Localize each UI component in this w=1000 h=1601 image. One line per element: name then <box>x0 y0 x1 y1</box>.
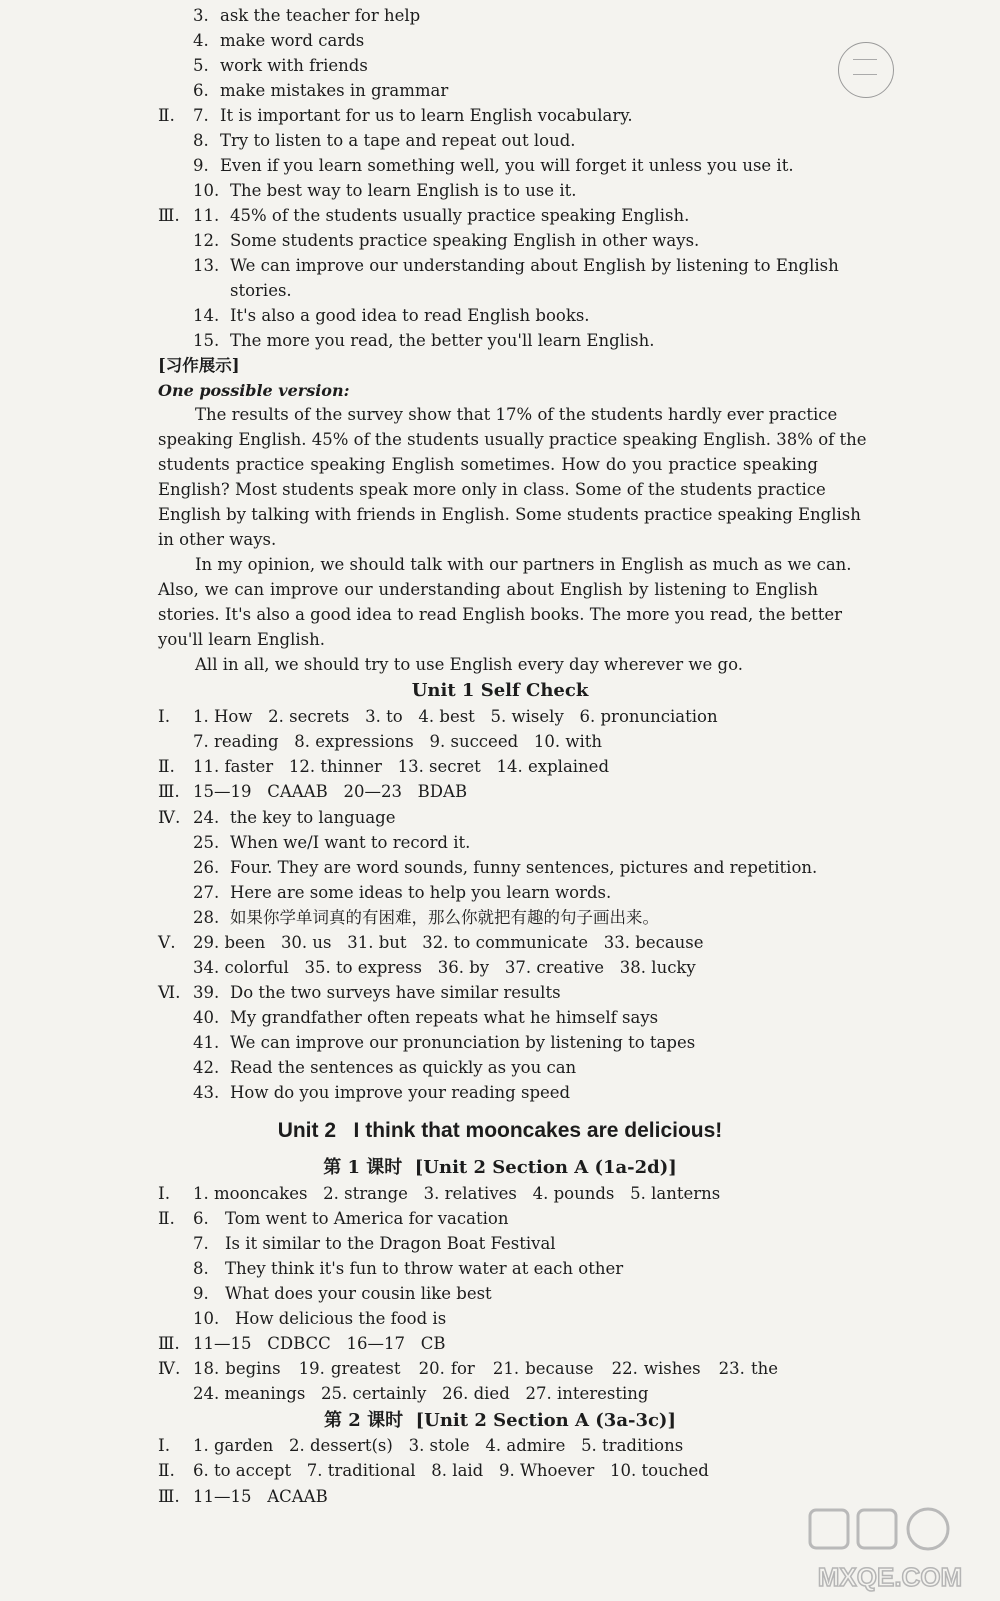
answer-line: 24. meanings 25. certainly 26. died 27. interesting <box>193 1384 649 1403</box>
essay-line: Also, we can improve our understanding about English by listening to English <box>158 580 818 599</box>
essay-line: in other ways. <box>158 530 277 549</box>
roman-numeral: Ⅳ. <box>158 1359 181 1379</box>
answer-line: 24. the key to language <box>193 808 396 827</box>
roman-numeral: Ⅵ. <box>158 983 181 1003</box>
answer-line: 11. faster 12. thinner 13. secret 14. explained <box>193 757 610 776</box>
roman-numeral: Ⅱ. <box>158 1209 175 1229</box>
answer-line-continuation: stories. <box>230 281 292 300</box>
roman-numeral: Ⅲ. <box>158 782 180 802</box>
essay-line: stories. It's also a good idea to read English books. The more you read, the better <box>158 605 842 624</box>
answer-line: 42. Read the sentences as quickly as you can <box>193 1058 577 1077</box>
answer-line: 7. reading 8. expressions 9. succeed 10. with <box>193 732 603 751</box>
answer-line: 13. We can improve our understanding about English by listening to English <box>193 256 839 275</box>
answer-line: 8. They think it's fun to throw water at each other <box>193 1259 624 1278</box>
answer-line: 7. Is it similar to the Dragon Boat Festival <box>193 1234 556 1253</box>
answer-line: 3. ask the teacher for help <box>193 6 421 25</box>
answer-line: 43. How do you improve your reading speed <box>193 1083 571 1102</box>
roman-numeral: Ⅰ. <box>158 707 171 727</box>
watermark-logo <box>800 1502 980 1597</box>
roman-numeral: Ⅱ. <box>158 1461 175 1481</box>
essay-line: The results of the survey show that 17% of the students hardly ever practice <box>195 405 838 424</box>
answer-line: 6. Tom went to America for vacation <box>193 1209 509 1228</box>
answer-line: 12. Some students practice speaking English in other ways. <box>193 231 700 250</box>
section-title: Unit 1 Self Check <box>411 680 589 701</box>
lesson-title: 第 1 课时 [Unit 2 Section A (1a-2d)] <box>323 1157 677 1178</box>
roman-numeral: Ⅱ. <box>158 106 175 126</box>
watermark-text: MXQE.COM <box>817 1562 963 1592</box>
essay-line: English? Most students speak more only in class. Some of the students practice <box>158 480 826 499</box>
answer-line: 28. 如果你学单词真的有困难，那么你就把有趣的句子画出来。 <box>193 908 659 927</box>
essay-line: you'll learn English. <box>158 630 325 649</box>
answer-line: 25. When we/I want to record it. <box>193 833 471 852</box>
roman-numeral: Ⅰ. <box>158 1436 171 1456</box>
answer-line: 1. garden 2. dessert(s) 3. stole 4. admire 5. traditions <box>193 1436 684 1455</box>
answer-line: 39. Do the two surveys have similar results <box>193 983 561 1002</box>
answer-line: 10. How delicious the food is <box>193 1309 447 1328</box>
stamp-icon <box>838 42 894 98</box>
answer-line: 29. been 30. us 31. but 32. to communicate 33. because <box>193 933 704 952</box>
roman-numeral: Ⅰ. <box>158 1184 171 1204</box>
essay-line: In my opinion, we should talk with our partners in English as much as we can. <box>195 555 852 574</box>
answer-line: 1. How 2. secrets 3. to 4. best 5. wisely 6. pronunciation <box>193 707 718 726</box>
answer-line: 7. It is important for us to learn English vocabulary. <box>193 106 633 125</box>
essay-line: students practice speaking English sometimes. How do you practice speaking <box>158 455 818 474</box>
roman-numeral: Ⅲ. <box>158 1487 180 1507</box>
answer-line: 11—15 ACAAB <box>193 1487 328 1506</box>
answer-line: 40. My grandfather often repeats what he himself says <box>193 1008 659 1027</box>
answer-line: 15—19 CAAAB 20—23 BDAB <box>193 782 468 801</box>
answer-line: 8. Try to listen to a tape and repeat out loud. <box>193 131 576 150</box>
answer-line: 4. make word cards <box>193 31 365 50</box>
answer-line: 26. Four. They are word sounds, funny sentences, pictures and repetition. <box>193 858 818 877</box>
answer-line: 6. to accept 7. traditional 8. laid 9. Whoever 10. touched <box>193 1461 709 1480</box>
roman-numeral: Ⅲ. <box>158 1334 180 1354</box>
roman-numeral: Ⅲ. <box>158 206 180 226</box>
essay-line: speaking English. 45% of the students usually practice speaking English. 38% of the <box>158 430 867 449</box>
answer-line: 34. colorful 35. to express 36. by 37. creative 38. lucky <box>193 958 696 977</box>
answer-line: 10. The best way to learn English is to use it. <box>193 181 577 200</box>
answer-line: 18. begins 19. greatest 20. for 21. because 22. wishes 23. the <box>193 1359 778 1378</box>
unit-title: Unit 2 I think that mooncakes are delicious! <box>277 1119 723 1142</box>
answer-line: 11—15 CDBCC 16—17 CB <box>193 1334 446 1353</box>
roman-numeral: Ⅱ. <box>158 757 175 777</box>
answer-line: 15. The more you read, the better you'll learn English. <box>193 331 655 350</box>
essay-heading: [习作展示] <box>158 356 240 375</box>
answer-line: 6. make mistakes in grammar <box>193 81 449 100</box>
answer-line: 9. Even if you learn something well, you will forget it unless you use it. <box>193 156 794 175</box>
answer-line: 41. We can improve our pronunciation by listening to tapes <box>193 1033 696 1052</box>
essay-line: All in all, we should try to use English every day wherever we go. <box>195 655 743 674</box>
answer-line: 14. It's also a good idea to read English books. <box>193 306 590 325</box>
roman-numeral: Ⅳ. <box>158 808 181 828</box>
essay-line: English by talking with friends in English. Some students practice speaking English <box>158 505 861 524</box>
answer-line: 1. mooncakes 2. strange 3. relatives 4. pounds 5. lanterns <box>193 1184 721 1203</box>
answer-line: 11. 45% of the students usually practice speaking English. <box>193 206 690 225</box>
answer-line: 5. work with friends <box>193 56 368 75</box>
answer-line: 9. What does your cousin like best <box>193 1284 492 1303</box>
answer-line: 27. Here are some ideas to help you learn words. <box>193 883 612 902</box>
roman-numeral: Ⅴ. <box>158 933 176 953</box>
watermark-icon <box>800 1502 980 1597</box>
version-label: One possible version: <box>158 381 350 400</box>
lesson-title: 第 2 课时 [Unit 2 Section A (3a-3c)] <box>324 1410 676 1431</box>
